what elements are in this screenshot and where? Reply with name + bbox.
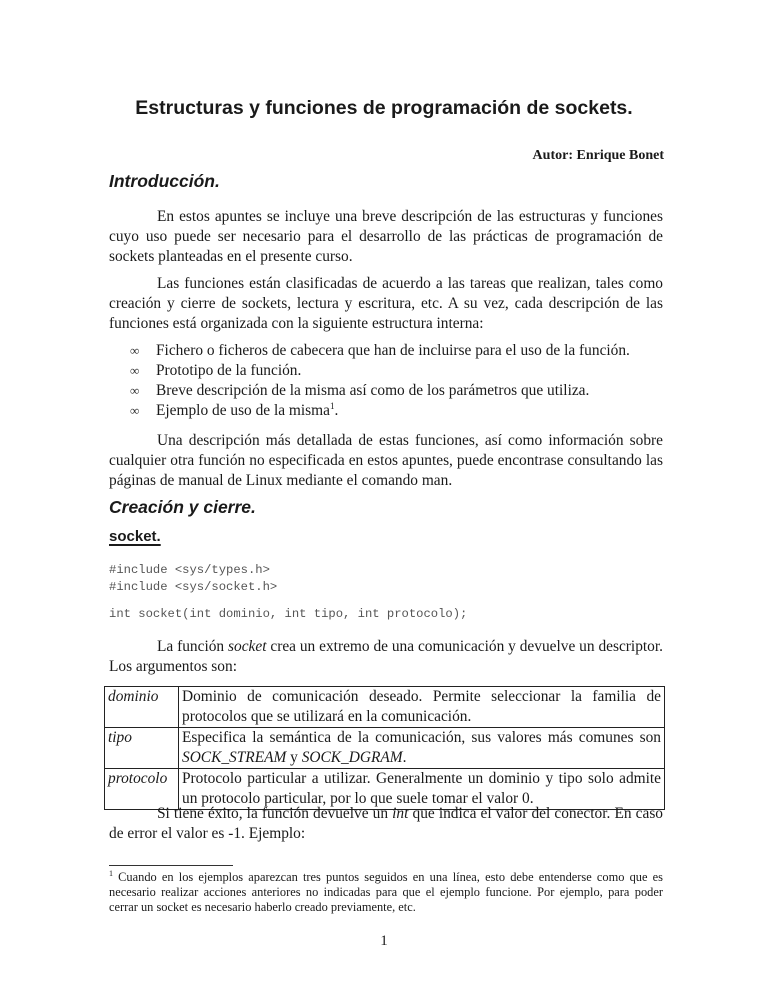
intro-paragraph-1 [109,207,663,267]
intro-paragraph-3 [109,431,663,491]
constant-name: SOCK_DGRAM [301,749,403,766]
code-line: #include <sys/types.h> [109,563,270,577]
infinity-bullet-icon: ∞ [130,403,140,418]
list-item-text: Breve descripción de la misma así como de los parámetros que utiliza. [156,382,590,399]
arguments-table [104,686,665,810]
heading-creacion-cierre: Creación y cierre. [109,497,256,517]
intro-paragraph-2 [109,274,663,334]
table-row [105,687,665,728]
code-includes [109,562,467,623]
intro-paragraph-1-text: En estos apuntes se incluye una breve descripción de las estructuras y funciones cuyo uso puede ser necesario para el desarrollo de las prácticas de programación de sockets planteadas en el presente curso. [109,208,663,265]
list-item [130,361,670,381]
text: Especifica la semántica de la comunicación, sus valores más comunes son [182,729,661,746]
intro-paragraph-3-text: Una descripción más detallada de estas funciones, así como información sobre cualquier otra función no especificada en estos apuntes, puede encontrase consultando las páginas de manual de Linux mediante el comando man. [109,432,663,489]
arg-description: Protocolo particular a utilizar. Generalmente un dominio y tipo solo admite un protocolo particular, por lo que suele tomar el valor 0. [179,769,665,810]
infinity-bullet-icon: ∞ [130,343,140,358]
list-item [130,341,670,361]
heading-introduccion: Introducción. [109,171,220,191]
arg-name: dominio [105,687,179,728]
type-name: int [392,805,409,822]
structure-list [130,341,670,421]
list-item-text: Ejemplo de uso de la misma [156,402,330,419]
constant-name: SOCK_STREAM [182,749,287,766]
footnote-reference[interactable]: 1 [329,400,335,411]
text: . [402,749,407,766]
infinity-bullet-icon: ∞ [130,383,140,398]
text: La función [157,638,229,655]
infinity-bullet-icon: ∞ [130,363,140,378]
list-item-text: Prototipo de la función. [156,362,302,379]
arg-name: tipo [105,728,179,769]
list-item-suffix: . [334,402,339,419]
footnote-text: Cuando en los ejemplos aparezcan tres puntos seguidos en una línea, esto debe entenderse como que es necesario realizar acciones anteriores no indicadas para que el ejemplo funcione. Por ejemplo, para poder cerrar un socket es necesario haberlo creado previamente, etc. [109,870,663,914]
text: crea un extremo de una comunicación y devuelve un descriptor. Los argumentos son: [109,638,663,675]
arg-name: protocolo [105,769,179,810]
document-title: Estructuras y funciones de programación de sockets. [135,97,633,119]
code-line: #include <sys/socket.h> [109,580,278,594]
heading-socket: socket. [109,528,161,545]
code-line: int socket(int dominio, int tipo, int protocolo); [109,607,468,621]
text: Si tiene éxito, la función devuelve un [157,805,393,822]
socket-return-description [109,804,663,844]
text: y [286,749,302,766]
text: que indica el valor del conector. En caso de error el valor es -1. Ejemplo: [109,805,664,842]
code-line [109,596,467,606]
arg-description: Dominio de comunicación deseado. Permite seleccionar la familia de protocolos que se utilizará en la comunicación. [179,687,665,728]
list-item [130,401,670,421]
arg-description [179,728,665,769]
document-author: Autor: Enrique Bonet [532,148,664,163]
footnote-number: 1 [109,868,113,878]
list-item-text: Fichero o ficheros de cabecera que han de incluirse para el uso de la función. [156,342,630,359]
intro-paragraph-2-text: Las funciones están clasificadas de acuerdo a las tareas que realizan, tales como creación y cierre de sockets, lectura y escritura, etc. A su vez, cada descripción de las funciones está organizada con la siguiente estructura interna: [109,275,663,332]
footnote [109,870,663,915]
socket-description [109,637,663,677]
table-row [105,728,665,769]
footnote-separator [109,865,233,866]
page-number: 1 [380,933,388,949]
function-name: socket [228,638,267,655]
list-item [130,381,670,401]
